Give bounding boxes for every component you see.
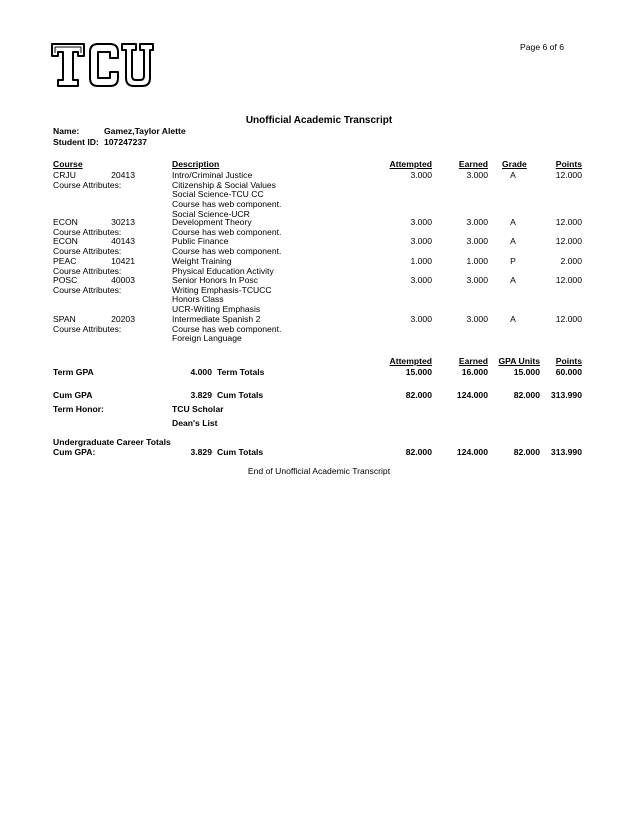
course-attributes-label: Course Attributes: <box>53 179 122 190</box>
course-subject: ECON <box>53 217 78 227</box>
course-description: Course has web component. <box>172 199 282 210</box>
course-grade: P <box>510 256 516 266</box>
course-points: 12.000 <box>555 236 582 246</box>
course-attributes-label: Course Attributes: <box>53 245 122 256</box>
page-number: Page 6 of 6 <box>520 42 564 52</box>
course-description: Weight Training <box>172 256 232 266</box>
term-gpa-label: Term GPA <box>53 367 94 377</box>
course-description: Intro/Criminal Justice <box>172 170 253 180</box>
course-description: Course has web component. <box>172 245 282 256</box>
course-grade: A <box>510 314 516 324</box>
course-number: 40143 <box>111 236 135 246</box>
term-gpa-value: 4.000 <box>190 367 212 377</box>
career-totals-label: Cum Totals <box>217 447 264 457</box>
term-points: 60.000 <box>555 367 582 377</box>
course-subject: SPAN <box>53 314 76 324</box>
career-gpa-units: 82.000 <box>513 447 540 457</box>
course-attempted: 3.000 <box>410 236 432 246</box>
col-course: Course <box>53 159 83 169</box>
career-gpa-value: 3.829 <box>190 447 212 457</box>
term-totals-label: Term Totals <box>217 367 265 377</box>
course-grade: A <box>510 217 516 227</box>
course-description: Public Finance <box>172 236 229 246</box>
course-attempted: 3.000 <box>410 314 432 324</box>
course-description: Honors Class <box>172 294 224 305</box>
course-attributes-label: Course Attributes: <box>53 323 122 334</box>
totals-col-gpa-units: GPA Units <box>498 356 540 366</box>
course-description: Writing Emphasis-TCUCC <box>172 284 272 295</box>
course-attributes-label: Course Attributes: <box>53 226 122 237</box>
course-points: 12.000 <box>555 217 582 227</box>
career-points: 313.990 <box>550 447 582 457</box>
term-honor-value: Dean's List <box>172 418 218 428</box>
course-earned: 3.000 <box>466 217 488 227</box>
cum-gpa-label: Cum GPA <box>53 390 93 400</box>
col-description: Description <box>172 159 220 169</box>
term-honor-value: TCU Scholar <box>172 404 224 414</box>
totals-col-points: Points <box>555 356 582 366</box>
course-points: 12.000 <box>555 170 582 180</box>
course-number: 20413 <box>111 170 135 180</box>
cum-points: 313.990 <box>550 390 582 400</box>
col-attempted: Attempted <box>389 159 432 169</box>
totals-col-attempted: Attempted <box>389 356 432 366</box>
course-description: Senior Honors In Posc <box>172 275 258 285</box>
name-label: Name: <box>53 126 80 136</box>
course-description: Social Science-UCR <box>172 208 250 219</box>
course-number: 30213 <box>111 217 135 227</box>
col-earned: Earned <box>458 159 488 169</box>
course-subject: PEAC <box>53 256 77 266</box>
course-grade: A <box>510 275 516 285</box>
cum-gpa-value: 3.829 <box>190 390 212 400</box>
course-number: 40003 <box>111 275 135 285</box>
course-attempted: 3.000 <box>410 217 432 227</box>
course-subject: CRJU <box>53 170 76 180</box>
course-description: Physical Education Activity <box>172 265 274 276</box>
term-gpa-units: 15.000 <box>513 367 540 377</box>
course-grade: A <box>510 170 516 180</box>
course-earned: 3.000 <box>466 275 488 285</box>
student-id-label: Student ID: <box>53 137 99 147</box>
career-heading: Undergraduate Career Totals <box>53 437 171 447</box>
course-description: Social Science-TCU CC <box>172 189 264 200</box>
career-gpa-label: Cum GPA: <box>53 447 96 457</box>
course-number: 20203 <box>111 314 135 324</box>
page-title: Unofficial Academic Transcript <box>245 115 393 126</box>
course-description: Course has web component. <box>172 226 282 237</box>
cum-totals-label: Cum Totals <box>217 390 264 400</box>
course-points: 12.000 <box>555 314 582 324</box>
course-attributes-label: Course Attributes: <box>53 265 122 276</box>
course-description: Development Theory <box>172 217 252 227</box>
course-description: UCR-Writing Emphasis <box>172 304 261 315</box>
end-note: End of Unofficial Academic Transcript <box>247 466 391 476</box>
col-points: Points <box>555 159 582 169</box>
student-id: 107247237 <box>104 137 148 147</box>
cum-attempted: 82.000 <box>405 390 432 400</box>
course-number: 10421 <box>111 256 135 266</box>
course-attributes-label: Course Attributes: <box>53 284 122 295</box>
career-earned: 124.000 <box>456 447 488 457</box>
course-description: Course has web component. <box>172 323 282 334</box>
term-attempted: 15.000 <box>405 367 432 377</box>
term-earned: 16.000 <box>461 367 488 377</box>
course-grade: A <box>510 236 516 246</box>
course-earned: 3.000 <box>466 170 488 180</box>
course-attempted: 3.000 <box>410 275 432 285</box>
course-attempted: 1.000 <box>410 256 432 266</box>
course-subject: POSC <box>53 275 78 285</box>
tcu-logo <box>50 40 154 88</box>
course-description: Intermediate Spanish 2 <box>172 314 261 324</box>
course-description: Citizenship & Social Values <box>172 179 276 190</box>
course-subject: ECON <box>53 236 78 246</box>
course-points: 2.000 <box>560 256 582 266</box>
course-attempted: 3.000 <box>410 170 432 180</box>
course-earned: 1.000 <box>466 256 488 266</box>
course-earned: 3.000 <box>466 314 488 324</box>
career-attempted: 82.000 <box>405 447 432 457</box>
cum-gpa-units: 82.000 <box>513 390 540 400</box>
term-honor-label: Term Honor: <box>53 404 104 414</box>
totals-col-earned: Earned <box>458 356 488 366</box>
course-points: 12.000 <box>555 275 582 285</box>
student-name: Gamez,Taylor Alette <box>104 126 186 136</box>
cum-earned: 124.000 <box>456 390 488 400</box>
course-description: Foreign Language <box>172 333 242 344</box>
course-earned: 3.000 <box>466 236 488 246</box>
col-grade: Grade <box>502 159 527 169</box>
